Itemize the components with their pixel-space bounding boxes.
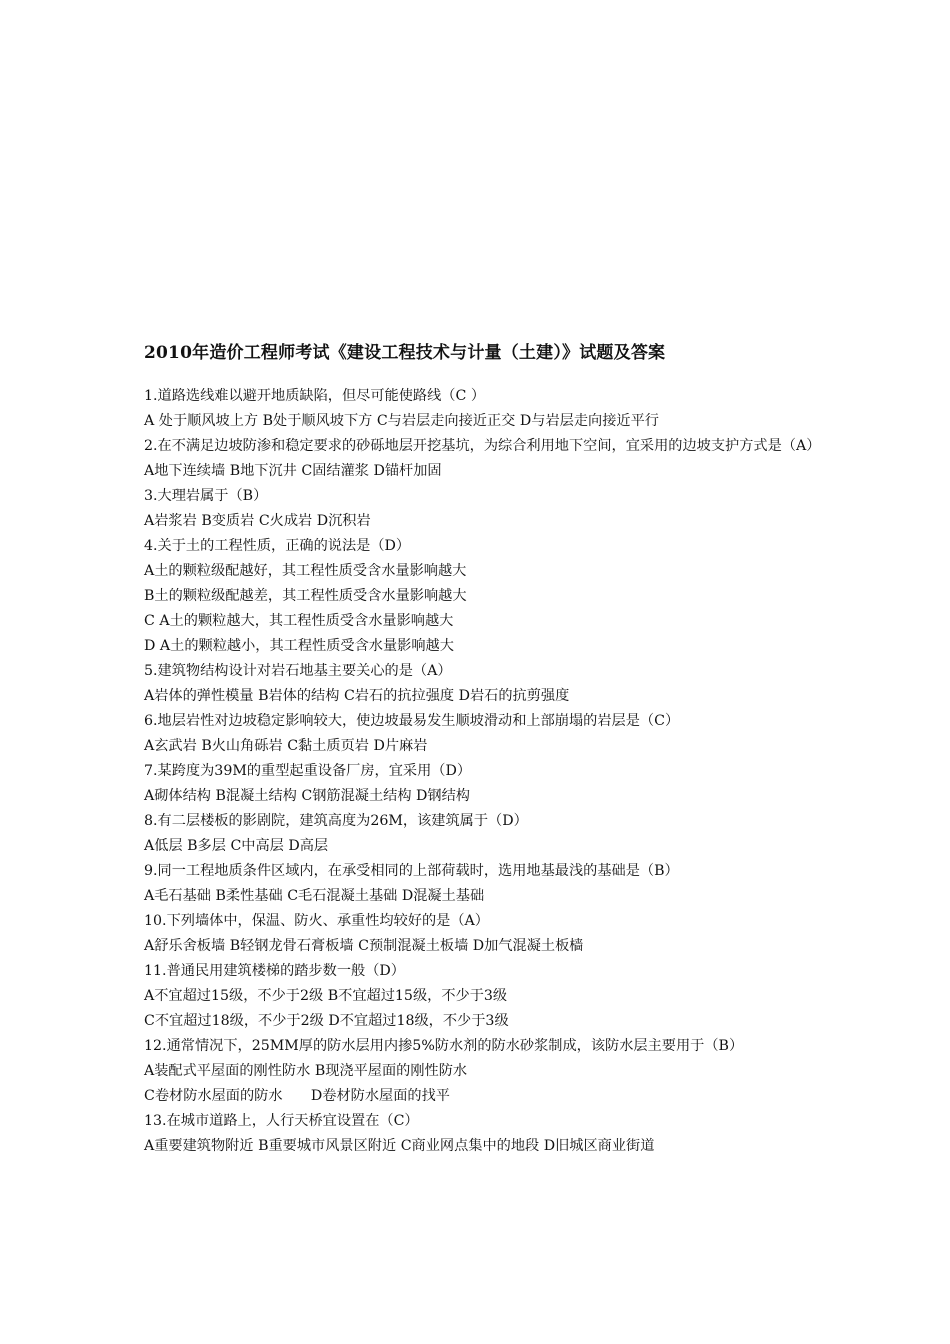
options-6: A玄武岩 B火山角砾岩 C黏土质页岩 D片麻岩: [144, 738, 428, 754]
document-title: 2010年造价工程师考试《建设工程技术与计量（土建）》试题及答案: [144, 343, 666, 363]
question-3: 3.大理岩属于（B）: [144, 488, 268, 504]
options-12-cd: C卷材防水屋面的防水 D卷材防水屋面的找平: [144, 1088, 450, 1104]
question-10: 10.下列墙体中，保温、防火、承重性均较好的是（A）: [144, 913, 489, 929]
question-13: 13.在城市道路上，人行天桥宜设置在（C）: [144, 1113, 419, 1129]
question-2: 2.在不满足边坡防渗和稳定要求的砂砾地层开挖基坑，为综合利用地下空间，宜采用的边坡支护方式是（A）: [144, 438, 821, 454]
options-8: A低层 B多层 C中高层 D高层: [144, 838, 329, 854]
question-6: 6.地层岩性对边坡稳定影响较大，使边坡最易发生顺坡滑动和上部崩塌的岩层是（C）: [144, 713, 680, 729]
question-4: 4.关于土的工程性质，正确的说法是（D）: [144, 538, 411, 554]
question-12: 12.通常情况下，25MM厚的防水层用内掺5%防水剂的防水砂浆制成，该防水层主要用于（B）: [144, 1038, 744, 1054]
options-3: A岩浆岩 B变质岩 C火成岩 D沉积岩: [144, 513, 371, 529]
options-9: A毛石基础 B柔性基础 C毛石混凝土基础 D混凝土基础: [144, 888, 485, 904]
question-1: 1.道路选线难以避开地质缺陷，但尽可能使路线（C ）: [144, 388, 486, 404]
options-11-cd: C不宜超过18级，不少于2级 D不宜超过18级，不少于3级: [144, 1013, 509, 1029]
question-8: 8.有二层楼板的影剧院，建筑高度为26M，该建筑属于（D）: [144, 813, 528, 829]
option-4b: B土的颗粒级配越差，其工程性质受含水量影响越大: [144, 588, 467, 604]
options-7: A砌体结构 B混凝土结构 C钢筋混凝土结构 D钢结构: [144, 788, 470, 804]
options-5: A岩体的弹性模量 B岩体的结构 C岩石的抗拉强度 D岩石的抗剪强度: [144, 688, 570, 704]
document-body: [144, 384, 821, 1159]
question-11: 11.普通民用建筑楼梯的踏步数一般（D）: [144, 963, 405, 979]
question-7: 7.某跨度为39M的重型起重设备厂房，宜采用（D）: [144, 763, 472, 779]
option-4d: D A土的颗粒越小，其工程性质受含水量影响越大: [144, 638, 454, 654]
option-4a: A土的颗粒级配越好，其工程性质受含水量影响越大: [144, 563, 467, 579]
options-1: A 处于顺风坡上方 B处于顺风坡下方 C与岩层走向接近正交 D与岩层走向接近平行: [144, 413, 659, 429]
options-11-ab: A不宜超过15级，不少于2级 B不宜超过15级，不少于3级: [144, 988, 508, 1004]
options-10: A舒乐舍板墙 B轻钢龙骨石膏板墙 C预制混凝土板墙 D加气混凝土板樯: [144, 938, 584, 954]
option-4c: C A土的颗粒越大，其工程性质受含水量影响越大: [144, 613, 454, 629]
question-5: 5.建筑物结构设计对岩石地基主要关心的是（A）: [144, 663, 452, 679]
options-12-ab: A装配式平屋面的刚性防水 B现浇平屋面的刚性防水: [144, 1063, 468, 1079]
question-9: 9.同一工程地质条件区域内，在承受相同的上部荷载时，选用地基最浅的基础是（B）: [144, 863, 679, 879]
options-13: A重要建筑物附近 B重要城市风景区附近 C商业网点集中的地段 D旧城区商业街道: [144, 1138, 655, 1154]
options-2: A地下连续墙 B地下沉井 C固结灌浆 D锚杆加固: [144, 463, 442, 479]
